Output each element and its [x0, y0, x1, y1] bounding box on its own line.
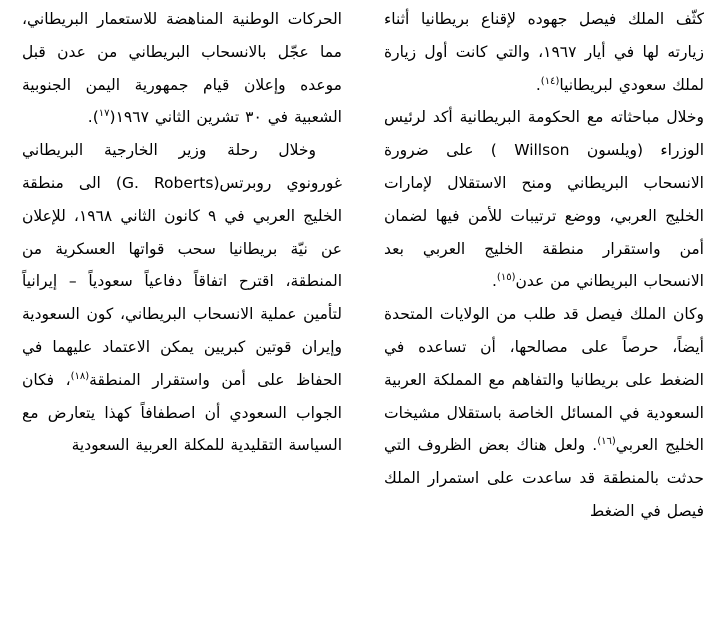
paragraph	[384, 3, 704, 101]
paragraph-text: وخلال رحلة وزير الخارجية البريطاني غورونوي روبرتس(G. Roberts) الى منطقة الخليج العربي في ٩ كانون الثاني ١٩٦٨، للإعلان عن نيّة بريطانيا سحب قواتها العسكرية من المنطقة، اقترح اتفاقاً دفاعياً سعودياً – إيرانياً لتأمين عملية الانسحاب البريطاني، كون السعودية وإيران قوتين كبريين يمكن الاعتماد عليهما في الحفاظ على أمن واستقرار المنطقة	[22, 141, 343, 389]
right-text-column	[384, 3, 704, 528]
paragraph-tail: ، فكان الجواب السعودي أن اصطفافاً كهذا يتعارض مع السياسة التقليدية للمكلة العربية السعودية	[22, 370, 342, 455]
paragraph	[22, 3, 342, 134]
paragraph	[384, 101, 704, 298]
paragraph-tail: .	[491, 272, 497, 291]
paragraph-tail: ).	[87, 108, 99, 127]
footnote-reference: (١٦)	[597, 436, 616, 448]
paragraph-text: الحركات الوطنية المناهضة للاستعمار البريطاني، مما عجّل بالانسحاب البريطاني من عدن قبل موعده وإعلان قيام جمهورية اليمن الجنوبية الشعبية في ٣٠ تشرين الثاني ١٩٦٧(	[22, 10, 342, 127]
paragraph-text: كثّف الملك فيصل جهوده لإقناع بريطانيا أثناء زيارته لها في أيار ١٩٦٧، والتي كانت أول زيارة لملك سعودي لبريطانيا	[384, 10, 704, 94]
paragraph-text: وكان الملك فيصل قد طلب من الولايات المتحدة أيضاً، حرصاً على مصالحها، أن تساعده في الضغط على بريطانيا والتفاهم مع المملكة العربية السعودية في المسائل الخاصة باستقلال مشيخات الخليج العربي	[384, 305, 704, 455]
footnote-reference: ١٧	[98, 108, 110, 120]
paragraph-text: وخلال مباحثاته مع الحكومة البريطانية أكد لرئيس الوزراء (ويلسون Willson ) على ضرورة الانسحاب البريطاني ومنح الاستقلال لإمارات الخليج العربي، ووضع ترتيبات للأمن فيها لضمان أمن واستقرار منطقة الخليج العربي بعد الانسحاب البريطاني من عدن	[384, 108, 704, 291]
footnote-reference: (١٥)	[496, 272, 516, 284]
left-text-column	[22, 3, 342, 462]
paragraph	[22, 134, 342, 462]
paragraph	[384, 298, 704, 528]
footnote-reference: (١٨)	[70, 370, 90, 382]
footnote-reference: (١٤)	[540, 75, 560, 87]
paragraph-tail: .	[535, 75, 541, 94]
paragraph-tail: . ولعل هناك بعض الظروف التي حدثت بالمنطقة قد ساعدت على استمرار الملك فيصل في الضغط	[384, 436, 704, 520]
